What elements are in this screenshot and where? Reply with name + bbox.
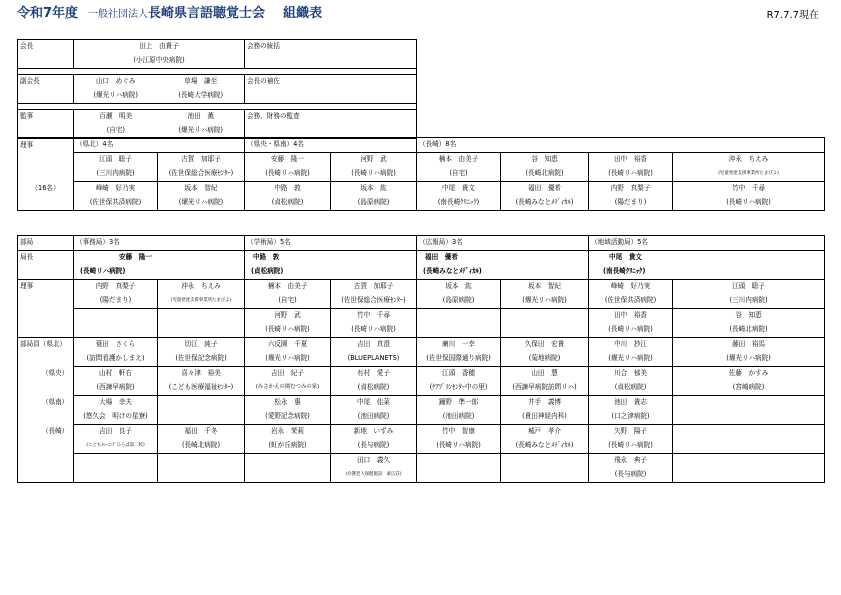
director-group-row (18, 138, 825, 153)
officer-name: 百瀬 明美 (74, 110, 158, 125)
dept-director-affiliation: (島原病院) (417, 294, 501, 309)
member-name: 池田 貴志 (589, 396, 673, 411)
officer-name: 田上 由貴子 (74, 40, 245, 55)
director-affiliation: (三川内病院) (74, 167, 158, 182)
member-name: 吉田 真澄 (331, 338, 417, 353)
role-label: 副会長 (18, 75, 74, 90)
dept-name: （学術局）5名 (245, 236, 417, 251)
officer-duty: 会長の補佐 (245, 75, 417, 90)
officer-affiliation: (燿光リハ病院) (158, 124, 245, 139)
member-affiliation (74, 468, 158, 483)
dept-director-name: 江頭 聡子 (673, 280, 825, 295)
director-name: 坂本 紘 (331, 182, 417, 197)
member-south-names (18, 396, 825, 411)
member-affiliation: (介護老人保健施設 素広荘) (331, 468, 417, 483)
dept-director-name: 坂本 智紀 (501, 280, 589, 295)
member-affiliation: (菊地病院) (501, 352, 589, 367)
dept-director-affiliation: (長崎リハ病院) (331, 323, 417, 338)
dept-director-affiliation: (三川内病院) (673, 294, 825, 309)
director-affiliation: (南長崎ｸﾘﾆｯｸ) (417, 196, 501, 211)
director-affiliation: (長崎リハ病院) (245, 167, 331, 182)
officer-name: 草場 謙至 (158, 75, 245, 90)
director-affiliation: (佐世保共済病院) (74, 196, 158, 211)
region-label: （県南） (18, 396, 74, 411)
as-of-date: R7.7.7現在 (766, 10, 819, 21)
director-row-1-affs (18, 167, 825, 182)
member-name: 藤田 裕馬 (673, 338, 825, 353)
member-central-names (18, 367, 825, 382)
member-name (158, 454, 245, 469)
director-name: 楠本 由美子 (417, 153, 501, 168)
member-affiliation: (長崎みなとﾒﾃﾞｨｶﾙ) (501, 439, 589, 454)
officer-affiliation: (自宅) (74, 124, 158, 139)
director-name: 古賀 加耶子 (158, 153, 245, 168)
member-name: 切江 純子 (158, 338, 245, 353)
member-affiliation: (長崎リハ病院) (417, 439, 501, 454)
member-nagasaki-affs (18, 439, 825, 454)
member-label: 部局員（県北） (18, 338, 74, 353)
member-affiliation: (長与病院) (589, 468, 673, 483)
member-name: 久保田 宏貴 (501, 338, 589, 353)
officer-name: 池田 薫 (158, 110, 245, 125)
member-name: 山村 軒右 (74, 367, 158, 382)
member-name: 城戸 孝介 (501, 425, 589, 440)
dept-director-row-2 (18, 309, 825, 324)
member-name: 六反園 千夏 (245, 338, 331, 353)
member-affiliation: (貴田神経内科) (501, 410, 589, 425)
dept-director-name: 坂本 紘 (417, 280, 501, 295)
director-name: 河野 武 (331, 153, 417, 168)
region-label: （県央） (18, 367, 74, 382)
dept-name: （事務局）3名 (74, 236, 245, 251)
director-affiliation: (島原病院) (331, 196, 417, 211)
dept-name: （地域活動局）5名 (589, 236, 825, 251)
region-label: （長崎） (18, 425, 74, 440)
document-kind: 組織表 (283, 6, 323, 21)
dept-director-affiliation: (佐世保共済病院) (589, 294, 673, 309)
member-name: 松永 惠 (245, 396, 331, 411)
member-affiliation: (佐世保国際通り病院) (417, 352, 501, 367)
director-count: （16名） (18, 182, 74, 197)
dept-director-affiliation (501, 323, 589, 338)
member-name: 江頭 香穂 (417, 367, 501, 382)
director-group: （長崎）8名 (417, 138, 825, 153)
director-name: 坂本 智紀 (158, 182, 245, 197)
chief-name: 福田 優希 (417, 251, 589, 266)
role-label: 監事 (18, 110, 74, 125)
dept-director-affiliation: (佐世保総合医療ｾﾝﾀｰ) (331, 294, 417, 309)
member-name: 佐藤 かすみ (673, 367, 825, 382)
dept-director-affiliation (158, 323, 245, 338)
dept-name: （広報局）3名 (417, 236, 589, 251)
member-affiliation: (燿光リハ病院) (589, 352, 673, 367)
dept-director-row-1-affs (18, 294, 825, 309)
director-affiliation: (貞松病院) (245, 196, 331, 211)
member-name: 鐘野 準一郎 (417, 396, 501, 411)
member-name: 大場 幸夫 (74, 396, 158, 411)
member-affiliation: (西諫早病院) (74, 381, 158, 396)
dept-director-name: 沖永 ちえみ (158, 280, 245, 295)
document-title (17, 2, 322, 20)
director-name: 安藤 隆一 (245, 153, 331, 168)
member-name (158, 396, 245, 411)
member-name: 吉田 紀子 (245, 367, 331, 382)
chief-name: 中路 敦 (245, 251, 417, 266)
director-row-2-affs (18, 196, 825, 211)
member-name (245, 454, 331, 469)
dept-director-affiliation: (長崎リハ病院) (245, 323, 331, 338)
director-label: 理事 (18, 280, 74, 295)
member-name: 竹中 智康 (417, 425, 501, 440)
director-affiliation: (燿光リハ病院) (158, 196, 245, 211)
member-affiliation: (宮崎病院) (673, 381, 825, 396)
member-affiliation: (長崎リハ病院) (589, 439, 673, 454)
director-row-2-names (18, 182, 825, 197)
member-name: 矢野 陽子 (589, 425, 673, 440)
dept-director-affiliation: (長崎リハ病院) (589, 323, 673, 338)
member-name: 中尾 佳菜 (331, 396, 417, 411)
fiscal-year: 令和7年度 (17, 6, 79, 21)
member-name: 蓑田 さくら (74, 338, 158, 353)
director-affiliation: (児童発達支援事業所たまびよ) (673, 167, 825, 182)
dept-director-name: 古賀 加耶子 (331, 280, 417, 295)
dept-chief-row (18, 251, 825, 266)
auditor-row (18, 110, 417, 125)
member-affiliation: (長与病院) (331, 439, 417, 454)
member-affiliation (501, 468, 589, 483)
member-name: 有村 愛子 (331, 367, 417, 382)
member-name: 中川 抄江 (589, 338, 673, 353)
member-affiliation: (佐世保記念病院) (158, 352, 245, 367)
officer-affiliation: (長崎大学病院) (158, 89, 245, 104)
vice-aff-row (18, 89, 417, 104)
dept-label: 部局 (18, 236, 74, 251)
dept-director-name: 河野 武 (245, 309, 331, 324)
dept-director-affiliation: (児童発達支援事業所たまびよ) (158, 294, 245, 309)
member-affiliation (417, 468, 501, 483)
member-name (673, 425, 825, 440)
member-affiliation: (悠久会 明けの星寮) (74, 410, 158, 425)
member-affiliation: (BLUEPLANETS) (331, 352, 417, 367)
dept-director-name: 内野 真梨子 (74, 280, 158, 295)
director-group: （県央・県南）4名 (245, 138, 417, 153)
dept-director-name: 峰崎 好乃実 (589, 280, 673, 295)
member-affiliation: (燿光リハ病院) (245, 352, 331, 367)
dept-director-name: 楠本 由美子 (245, 280, 331, 295)
dept-director-row-1 (18, 280, 825, 295)
chief-affiliation: (南長崎ｸﾘﾆｯｸ) (589, 265, 825, 280)
member-name: 山田 慧 (501, 367, 589, 382)
dept-director-name: 谷 知恵 (673, 309, 825, 324)
member-affiliation: (こどもﾄﾚｰﾆﾝｸﾞひろば第二校) (74, 439, 158, 454)
dept-director-name: 竹中 千尋 (331, 309, 417, 324)
member-name (673, 396, 825, 411)
member-name: 井手 義博 (501, 396, 589, 411)
member-affiliation: (訪問看護かしまえ) (74, 352, 158, 367)
director-name: 中尾 貴文 (417, 182, 501, 197)
member-name: 川合 郁美 (589, 367, 673, 382)
member-name: 田口 義久 (331, 454, 417, 469)
director-affiliation: (自宅) (417, 167, 501, 182)
member-south-affs (18, 410, 825, 425)
member-nagasaki-names-2 (18, 454, 825, 469)
member-north-names (18, 338, 825, 353)
member-name (673, 454, 825, 469)
director-affiliation: (長崎みなとﾒﾃﾞｨｶﾙ) (501, 196, 589, 211)
member-affiliation (673, 439, 825, 454)
dept-director-affiliation: (長崎北病院) (673, 323, 825, 338)
member-affiliation (245, 468, 331, 483)
member-name (74, 454, 158, 469)
member-central-affs (18, 381, 825, 396)
chief-label: 局長 (18, 251, 74, 266)
member-affiliation: (貞松病院) (589, 381, 673, 396)
member-name: 岩永 茉莉 (245, 425, 331, 440)
role-label: 理事 (18, 138, 74, 153)
member-affiliation: (虹が丘病院) (245, 439, 331, 454)
member-affiliation: (ｹｱﾌﾞﾗﾝｾﾝﾀｰ中の里) (417, 381, 501, 396)
officer-duty: 会務、財務の監査 (245, 110, 417, 125)
officer-affiliation: (小江原中央病院) (74, 54, 245, 69)
member-affiliation (158, 410, 245, 425)
dept-director-name (417, 309, 501, 324)
director-group: （県北）4名 (74, 138, 245, 153)
director-affiliation: (長崎リハ病院) (589, 167, 673, 182)
chair-row (18, 40, 417, 55)
dept-director-name (501, 309, 589, 324)
director-name: 沖永 ちえみ (673, 153, 825, 168)
member-name (417, 454, 501, 469)
member-name: 福田 千冬 (158, 425, 245, 440)
member-affiliation (673, 468, 825, 483)
director-affiliation: (長崎リハ病院) (331, 167, 417, 182)
director-name: 内野 真梨子 (589, 182, 673, 197)
chief-name: 中尾 貴文 (589, 251, 825, 266)
member-affiliation: (西諫早病院訪問リハ) (501, 381, 589, 396)
member-affiliation: (貞松病院) (331, 381, 417, 396)
vice-row (18, 75, 417, 90)
director-name: 田中 裕香 (589, 153, 673, 168)
officers-table (17, 39, 417, 139)
departments-table (17, 235, 825, 483)
chief-affiliation: (長崎リハ病院) (74, 265, 245, 280)
member-affiliation (158, 468, 245, 483)
member-name: 吉田 良子 (74, 425, 158, 440)
dept-director-name (74, 309, 158, 324)
dept-name-row (18, 236, 825, 251)
chief-name: 安藤 隆一 (74, 251, 245, 266)
director-affiliation: (陽だまり) (589, 196, 673, 211)
dept-director-row-2-affs (18, 323, 825, 338)
member-affiliation: (愛野記念病院) (245, 410, 331, 425)
director-affiliation: (長崎北病院) (501, 167, 589, 182)
member-name (501, 454, 589, 469)
member-name: 喜々津 裕美 (158, 367, 245, 382)
member-name: 新地 いずみ (331, 425, 417, 440)
member-north-affs (18, 352, 825, 367)
organization-name: 長崎県言語聴覚士会 (148, 6, 266, 21)
director-name: 峰崎 好乃実 (74, 182, 158, 197)
corp-type: 一般社団法人 (88, 9, 149, 20)
dept-director-affiliation: (陽だまり) (74, 294, 158, 309)
directors-table (17, 137, 825, 211)
member-affiliation: (こども医療福祉ｾﾝﾀｰ) (158, 381, 245, 396)
member-affiliation: (燿光リハ病院) (673, 352, 825, 367)
director-row-1-names (18, 153, 825, 168)
member-name: 廣川 一幸 (417, 338, 501, 353)
director-name: 福田 優希 (501, 182, 589, 197)
dept-director-affiliation (74, 323, 158, 338)
dept-director-affiliation: (自宅) (245, 294, 331, 309)
member-affiliation: (長崎北病院) (158, 439, 245, 454)
chair-aff-row (18, 54, 417, 69)
member-nagasaki-names (18, 425, 825, 440)
chief-affiliation: (長崎みなとﾒﾃﾞｨｶﾙ) (417, 265, 589, 280)
dept-director-name (158, 309, 245, 324)
officer-name: 山口 めぐみ (74, 75, 158, 90)
member-name: 飛永 典子 (589, 454, 673, 469)
dept-director-affiliation: (燿光リハ病院) (501, 294, 589, 309)
dept-director-affiliation (417, 323, 501, 338)
director-affiliation: (長崎リハ病院) (673, 196, 825, 211)
member-affiliation: (口之津病院) (589, 410, 673, 425)
dept-chief-aff-row (18, 265, 825, 280)
member-affiliation (673, 410, 825, 425)
director-name: 谷 知恵 (501, 153, 589, 168)
director-affiliation: (佐世保総合医療ｾﾝﾀｰ) (158, 167, 245, 182)
dept-director-name: 田中 裕香 (589, 309, 673, 324)
director-name: 竹中 千尋 (673, 182, 825, 197)
member-affiliation: (みさかえの園むつみの家) (245, 381, 331, 396)
member-nagasaki-affs-2 (18, 468, 825, 483)
member-affiliation: (池田病院) (331, 410, 417, 425)
officer-affiliation: (燿光リハ病院) (74, 89, 158, 104)
director-name: 中路 敦 (245, 182, 331, 197)
chief-affiliation: (貞松病院) (245, 265, 417, 280)
director-name: 江頭 聡子 (74, 153, 158, 168)
role-label: 会長 (18, 40, 74, 55)
member-affiliation: (池田病院) (417, 410, 501, 425)
officer-duty: 会務の統括 (245, 40, 417, 55)
